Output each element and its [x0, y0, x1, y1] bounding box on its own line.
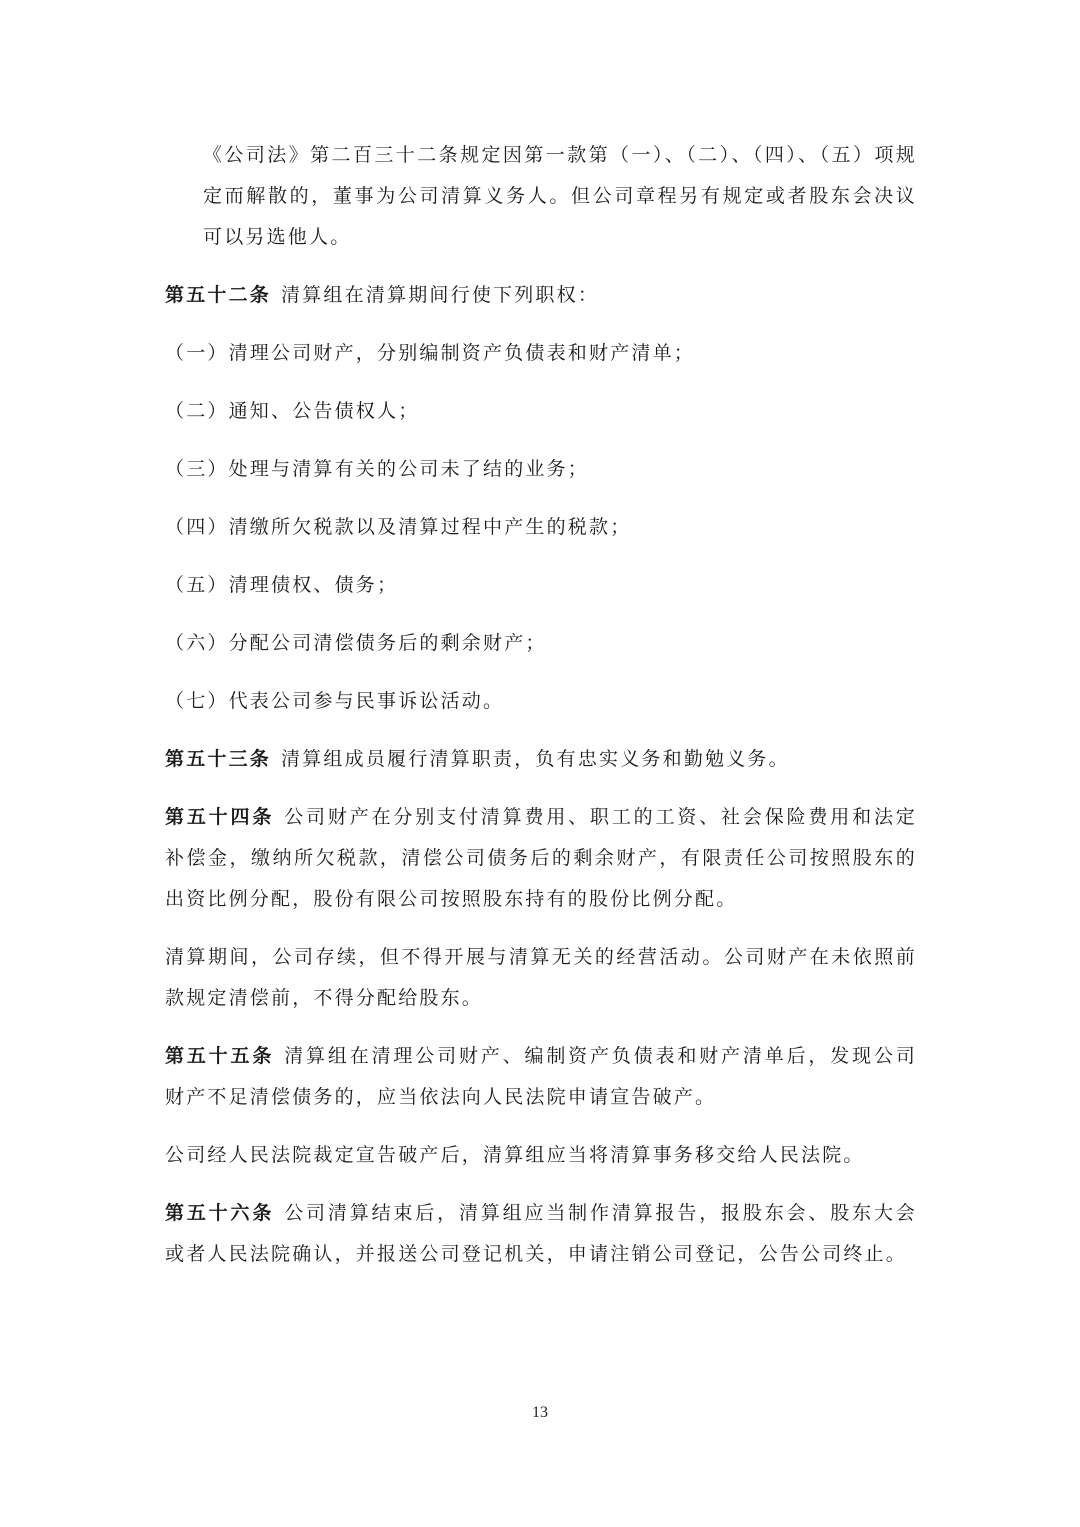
continuation-paragraph: 《公司法》第二百三十二条规定因第一款第（一）、（二）、（四）、（五）项规定而解散的，董事为公司清算义务人。但公司章程另有规定或者股东会决议可以另选他人。: [203, 144, 917, 248]
article-52-item-4: （四）清缴所欠税款以及清算过程中产生的税款；: [165, 516, 632, 538]
page-body: [165, 135, 917, 1292]
article-52-item-2: （二）通知、公告债权人；: [165, 400, 420, 422]
page-number: 13: [532, 1404, 548, 1421]
article-53-number: 第五十三条: [165, 748, 272, 770]
article-55: [165, 1036, 917, 1118]
article-52-item-6: （六）分配公司清偿债务后的剩余财产；: [165, 632, 547, 654]
article-56: [165, 1193, 917, 1275]
article-53: [165, 739, 917, 780]
article-55-text: 清算组在清理公司财产、编制资产负债表和财产清单后，发现公司财产不足清偿债务的，应当依法向人民法院申请宣告破产。: [165, 1045, 917, 1108]
article-52-item-5: （五）清理债权、债务；: [165, 574, 399, 596]
article-53-text: 清算组成员履行清算职责，负有忠实义务和勤勉义务。: [281, 748, 790, 770]
article-52-item-1: （一）清理公司财产，分别编制资产负债表和财产清单；: [165, 342, 696, 364]
article-52-text: 清算组在清算期间行使下列职权：: [281, 284, 600, 306]
article-55-paragraph-2: 公司经人民法院裁定宣告破产后，清算组应当将清算事务移交给人民法院。: [165, 1144, 865, 1166]
article-54-paragraph-2: 清算期间，公司存续，但不得开展与清算无关的经营活动。公司财产在未依照前款规定清偿前，不得分配给股东。: [165, 946, 917, 1009]
article-54: [165, 797, 917, 920]
article-54-number: 第五十四条: [165, 806, 275, 828]
article-52-number: 第五十二条: [165, 284, 272, 306]
article-52-item-3: （三）处理与清算有关的公司未了结的业务；: [165, 458, 590, 480]
article-54-text: 公司财产在分别支付清算费用、职工的工资、社会保险费用和法定补偿金，缴纳所欠税款，清偿公司债务后的剩余财产，有限责任公司按照股东的出资比例分配，股份有限公司按照股东持有的股份比例分配。: [165, 806, 917, 910]
article-52-item-7: （七）代表公司参与民事诉讼活动。: [165, 690, 505, 712]
article-52: [165, 275, 917, 316]
article-56-number: 第五十六条: [165, 1202, 275, 1224]
article-56-text: 公司清算结束后，清算组应当制作清算报告，报股东会、股东大会或者人民法院确认，并报送公司登记机关，申请注销公司登记，公告公司终止。: [165, 1202, 917, 1265]
article-55-number: 第五十五条: [165, 1045, 275, 1067]
